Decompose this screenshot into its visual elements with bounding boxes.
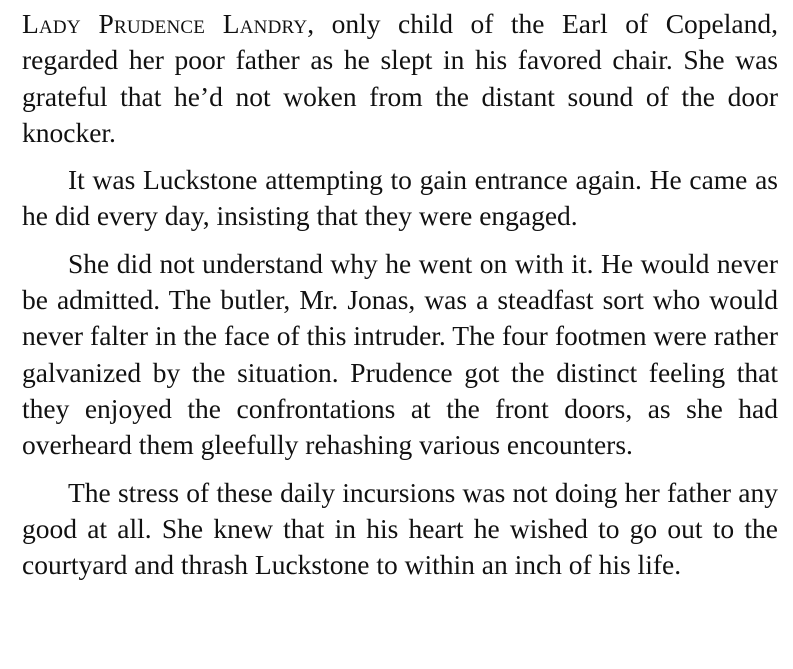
paragraph-1: [22, 6, 778, 151]
paragraph-1-text: , only child of the Earl of Copeland, regarded her poor father as he slept in his favored chair. She was grateful that he’d not woken from the distant sound of the door knocker.: [22, 8, 778, 148]
paragraph-2: It was Luckstone attempting to gain entrance again. He came as he did every day, insisting that they were engaged.: [22, 164, 778, 232]
paragraph-3: She did not understand why he went on with it. He would never be admitted. The butler, Mr. Jonas, was a steadfast sort who would never falter in the face of this intruder. The four footmen were rather galvanized by the situation. Prudence got the distinct feeling that they enjoyed the confrontations at the front doors, as she had overheard them gleefully rehashing various encounters.: [22, 247, 778, 461]
paragraph-4: The stress of these daily incursions was not doing her father any good at all. She knew that in his heart he wished to go out to the courtyard and thrash Luckstone to within an inch of his life.: [22, 476, 778, 581]
paragraph-lead-name: Lady Prudence Landry: [22, 8, 308, 39]
book-page: [22, 6, 778, 583]
